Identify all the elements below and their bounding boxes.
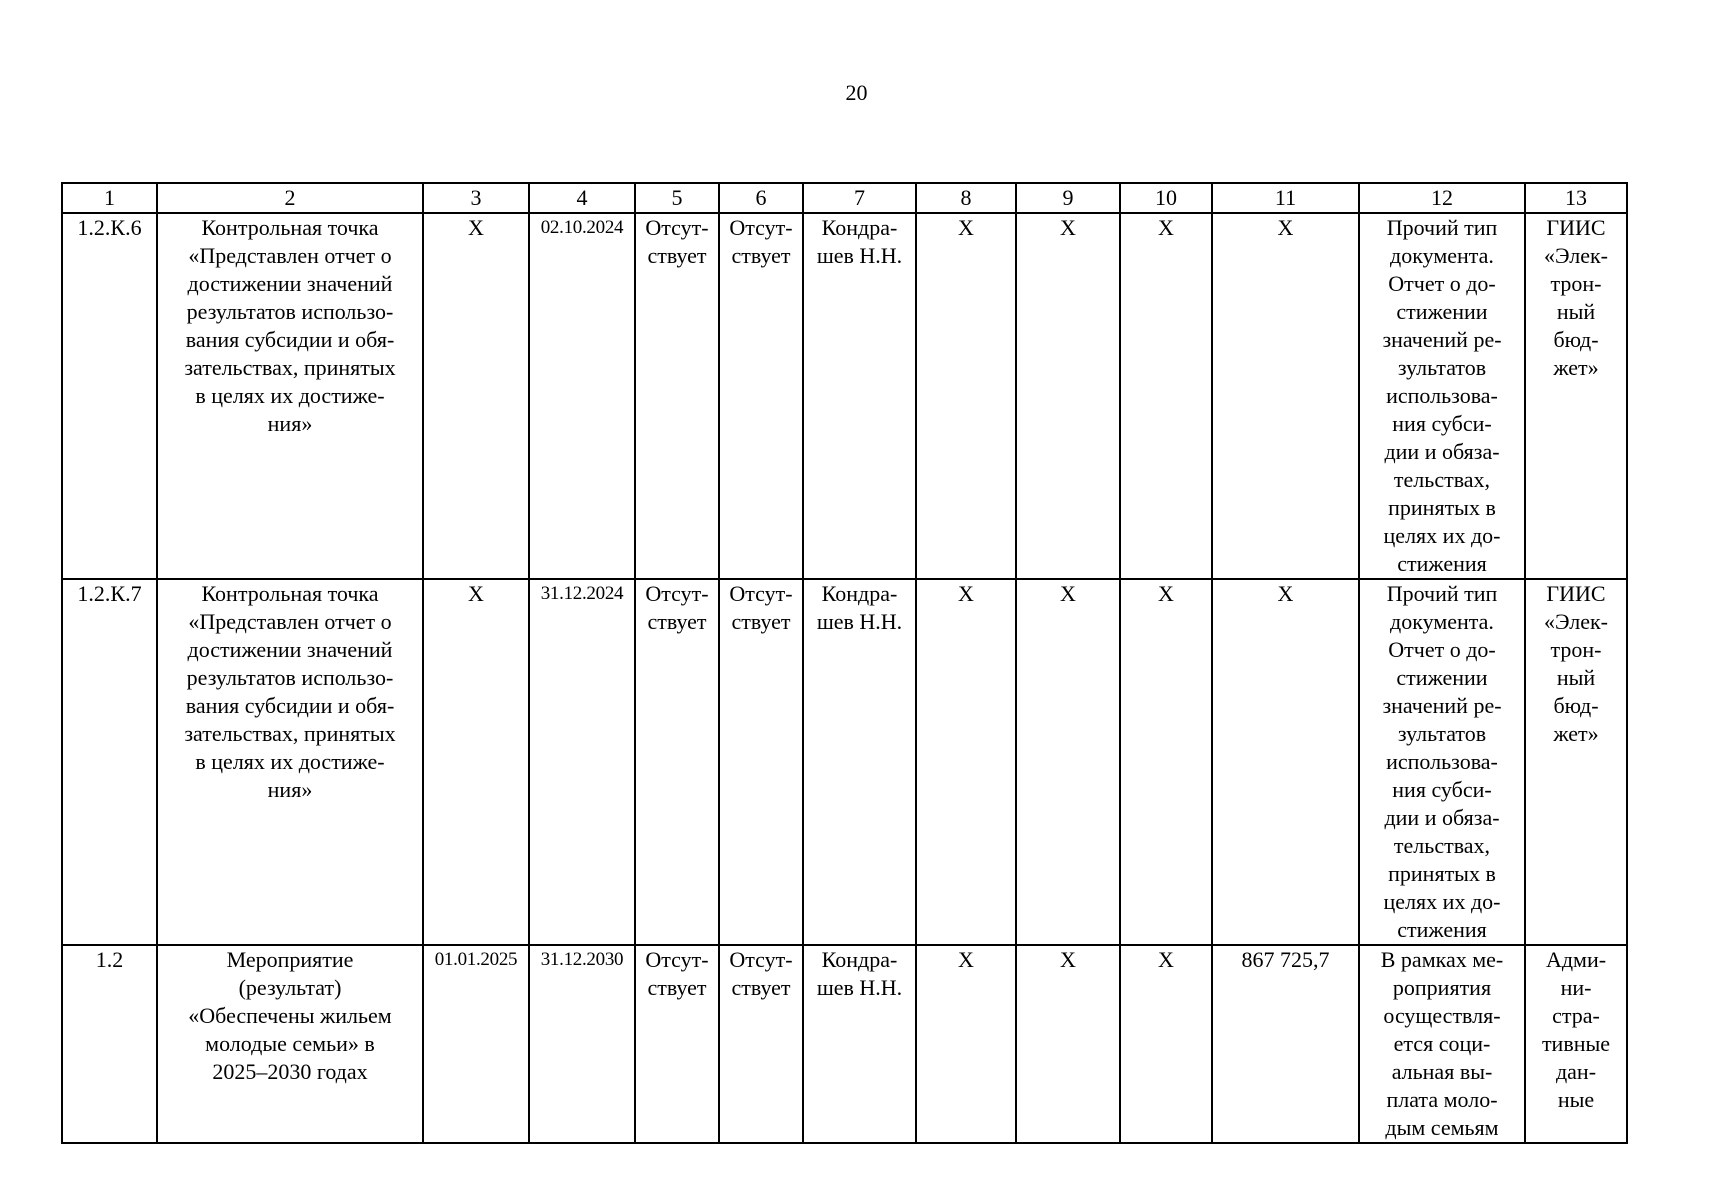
responsible: Кондра- шев Н.Н. xyxy=(803,579,916,945)
table-row xyxy=(62,579,1627,945)
row-code: 1.2.К.6 xyxy=(62,213,157,579)
document-type: В рамках ме- роприятия осуществля- ется соци- альная вы- плата моло- дым семьям xyxy=(1359,945,1525,1143)
events-table xyxy=(61,182,1628,1144)
cell-col6: Отсут- ствует xyxy=(719,945,803,1143)
cell-col6: Отсут- ствует xyxy=(719,579,803,945)
header-cell: 7 xyxy=(803,183,916,213)
cell-col5: Отсут- ствует xyxy=(635,579,719,945)
cell-col10: X xyxy=(1120,579,1212,945)
cell-col6: Отсут- ствует xyxy=(719,213,803,579)
header-cell: 11 xyxy=(1212,183,1359,213)
header-cell: 10 xyxy=(1120,183,1212,213)
header-row xyxy=(62,183,1627,213)
cell-col10: X xyxy=(1120,945,1212,1143)
amount: X xyxy=(1212,579,1359,945)
header-cell: 5 xyxy=(635,183,719,213)
header-cell: 2 xyxy=(157,183,423,213)
row-name: Мероприятие (результат) «Обеспечены жильем молодые семьи» в 2025–2030 годах xyxy=(157,945,423,1143)
cell-col8: X xyxy=(916,579,1016,945)
header-cell: 9 xyxy=(1016,183,1120,213)
amount: X xyxy=(1212,213,1359,579)
cell-col10: X xyxy=(1120,213,1212,579)
end-date: 31.12.2024 xyxy=(529,579,635,945)
info-system: ГИИС «Элек- трон- ный бюд- жет» xyxy=(1525,213,1627,579)
document-type: Прочий тип документа. Отчет о до- стижении значений ре- зультатов использова- ния субси- дии и обяза- тельствах, принятых в целях их до- стижения xyxy=(1359,213,1525,579)
responsible: Кондра- шев Н.Н. xyxy=(803,213,916,579)
cell-col8: X xyxy=(916,213,1016,579)
table-row xyxy=(62,213,1627,579)
cell-col8: X xyxy=(916,945,1016,1143)
end-date: 02.10.2024 xyxy=(529,213,635,579)
info-system: Адми- ни- стра- тивные дан- ные xyxy=(1525,945,1627,1143)
row-code: 1.2.К.7 xyxy=(62,579,157,945)
start-date: 01.01.2025 xyxy=(423,945,529,1143)
header-cell: 8 xyxy=(916,183,1016,213)
cell-col9: X xyxy=(1016,579,1120,945)
responsible: Кондра- шев Н.Н. xyxy=(803,945,916,1143)
cell-col5: Отсут- ствует xyxy=(635,945,719,1143)
cell-col9: X xyxy=(1016,213,1120,579)
document-type: Прочий тип документа. Отчет о до- стижении значений ре- зультатов использова- ния субси- дии и обяза- тельствах, принятых в целях их до- стижения xyxy=(1359,579,1525,945)
cell-col9: X xyxy=(1016,945,1120,1143)
header-cell: 4 xyxy=(529,183,635,213)
end-date: 31.12.2030 xyxy=(529,945,635,1143)
cell-col5: Отсут- ствует xyxy=(635,213,719,579)
header-cell: 1 xyxy=(62,183,157,213)
row-name: Контрольная точка «Представлен отчет о достижении значений результатов использо- вания субсидии и обя- зательствах, принятых в целях их достиже- ния» xyxy=(157,579,423,945)
start-date: X xyxy=(423,579,529,945)
amount: 867 725,7 xyxy=(1212,945,1359,1143)
start-date: X xyxy=(423,213,529,579)
header-cell: 6 xyxy=(719,183,803,213)
table-row xyxy=(62,945,1627,1143)
row-code: 1.2 xyxy=(62,945,157,1143)
page-number: 20 xyxy=(845,80,868,105)
header-cell: 12 xyxy=(1359,183,1525,213)
header-cell: 13 xyxy=(1525,183,1627,213)
row-name: Контрольная точка «Представлен отчет о достижении значений результатов использо- вания субсидии и обя- зательствах, принятых в целях их достиже- ния» xyxy=(157,213,423,579)
info-system: ГИИС «Элек- трон- ный бюд- жет» xyxy=(1525,579,1627,945)
header-cell: 3 xyxy=(423,183,529,213)
